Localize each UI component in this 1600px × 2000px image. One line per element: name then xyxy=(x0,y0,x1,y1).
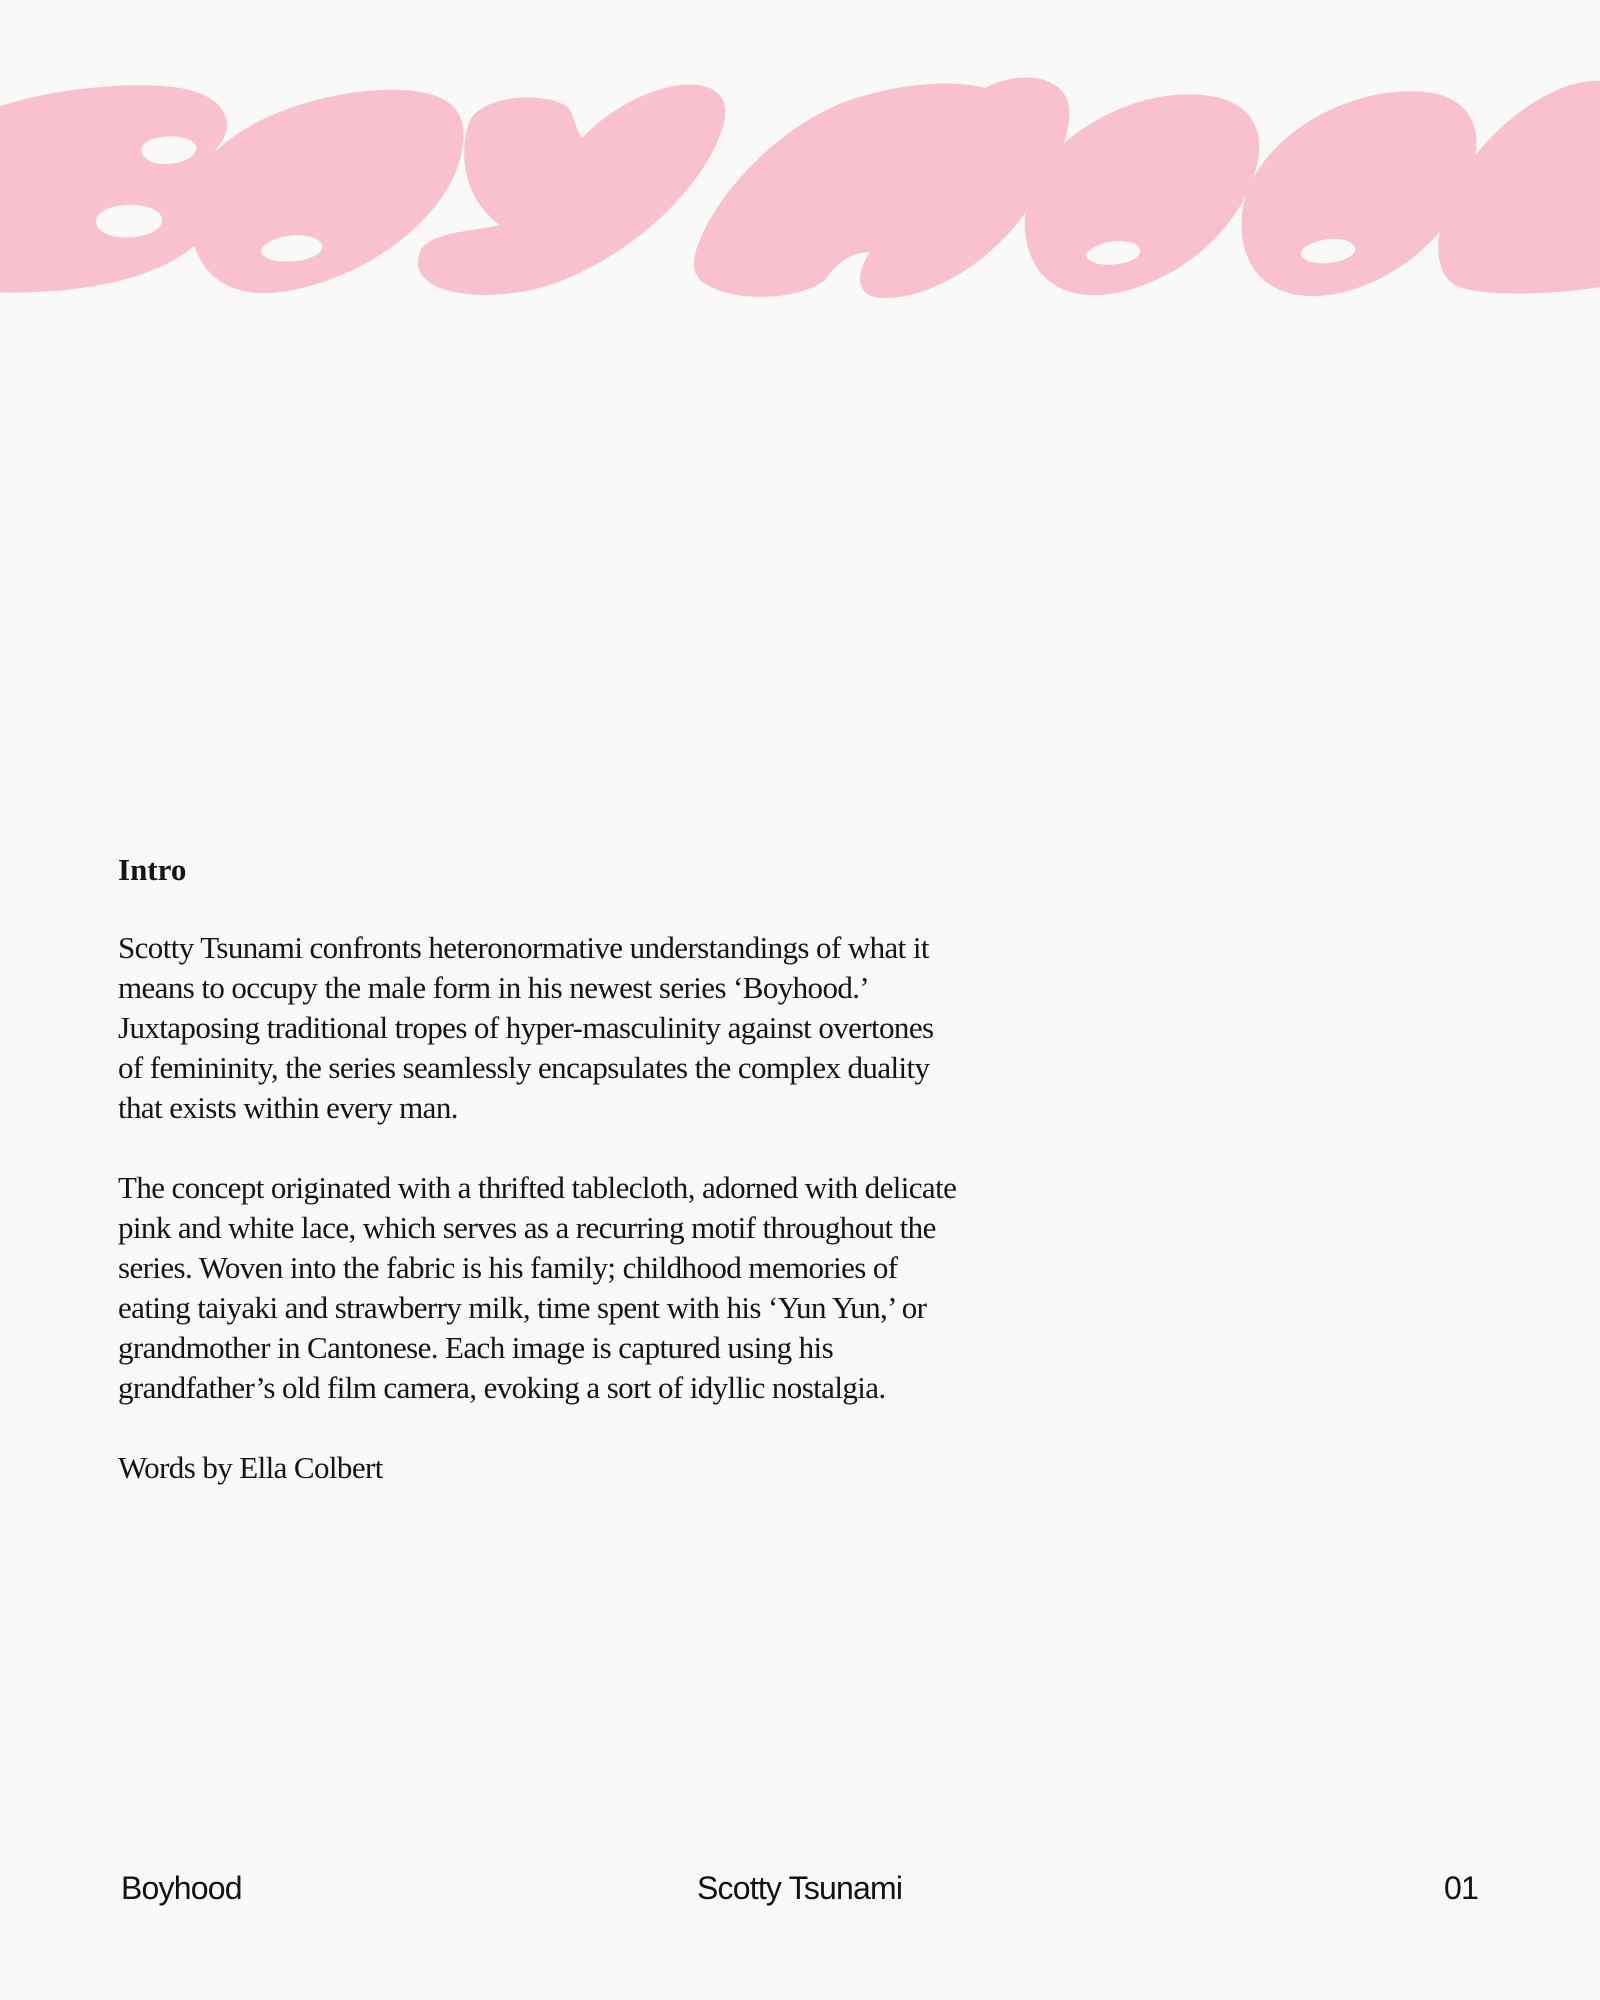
byline: Words by Ella Colbert xyxy=(118,1450,383,1485)
intro-heading: Intro xyxy=(118,852,187,887)
logo-letter-y xyxy=(418,85,726,295)
boyhood-logo xyxy=(0,0,1600,330)
intro-section xyxy=(118,850,958,1488)
footer-page-number: 01 xyxy=(1444,1870,1478,1906)
footer-artist-name: Scotty Tsunami xyxy=(697,1870,903,1906)
intro-paragraph-1: Scotty Tsunami confronts heteronormative understandings of what it means to occupy the male form in his newest series ‘Boyhood.’ Juxtaposing traditional tropes of hyper-masculinity against overtones of femininity, the series seamlessly encapsulates the complex duality that exists within every man. xyxy=(118,930,934,1125)
intro-paragraph-2: The concept originated with a thrifted tablecloth, adorned with delicate pink and white lace, which serves as a recurring motif throughout the series. Woven into the fabric is his family; childhood memories of eating taiyaki and strawberry milk, time spent with his ‘Yun Yun,’ or grandmother in Cantonese. Each image is captured using his grandfather’s old film camera, evoking a sort of idyllic nostalgia. xyxy=(118,1170,957,1405)
footer-series-title: Boyhood xyxy=(121,1870,242,1906)
logo-letter-h xyxy=(694,78,1070,298)
